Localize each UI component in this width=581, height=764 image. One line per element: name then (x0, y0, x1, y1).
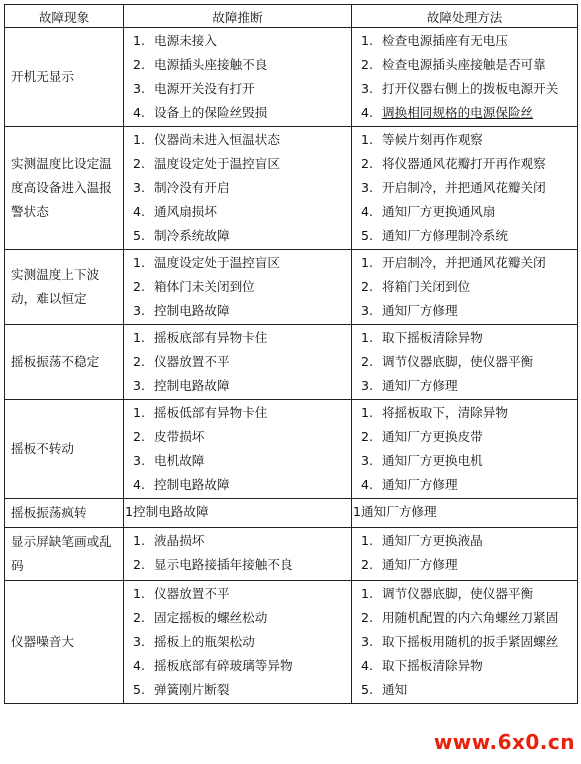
list-item: 1. 电源未接入 (132, 33, 217, 48)
fix-list (352, 528, 578, 581)
list-item: 3. 通知厂方修理 (360, 303, 458, 318)
cause-list (124, 499, 352, 528)
list-item: 3. 通知厂方修理 (360, 378, 458, 393)
table-row (5, 127, 578, 250)
list-item: 1. 仪器放置不平 (132, 586, 230, 601)
list-item: 1 通知厂方修理 (352, 504, 437, 519)
header-cause: 故障推断 (124, 5, 352, 28)
list-item: 1. 调节仪器底脚，使仪器平衡 (360, 586, 534, 601)
table-row (5, 28, 578, 127)
watermark: www.6x0.cn (433, 730, 575, 754)
table-row (5, 499, 578, 528)
fix-list (352, 127, 578, 250)
table-row (5, 581, 578, 704)
symptom-cell: 仪器噪音大 (5, 581, 124, 704)
fix-list (352, 250, 578, 325)
list-item: 1. 仪器尚未进入恒温状态 (132, 132, 280, 147)
symptom-cell: 显示屏缺笔画或乱码 (5, 528, 124, 581)
cause-list (124, 528, 352, 581)
list-item: 5. 通知 (360, 682, 408, 697)
header-row (5, 5, 578, 28)
list-item: 1. 通知厂方更换液晶 (360, 533, 483, 548)
table-row (5, 250, 578, 325)
cause-list (124, 250, 352, 325)
list-item: 1. 摇板底部有异物卡住 (132, 330, 268, 345)
list-item: 3. 电机故障 (132, 453, 205, 468)
list-item: 3. 摇板上的瓶架松动 (132, 634, 255, 649)
symptom-cell: 实测温度上下波动，难以恒定 (5, 250, 124, 325)
list-item: 1. 检查电源插座有无电压 (360, 33, 508, 48)
list-item: 1. 取下摇板清除异物 (360, 330, 483, 345)
list-item: 2. 固定摇板的螺丝松动 (132, 610, 268, 625)
list-item: 1 控制电路故障 (124, 504, 209, 519)
list-item: 2. 检查电源插头座接触是否可靠 (360, 57, 546, 72)
list-item: 3. 制冷没有开启 (132, 180, 230, 195)
list-item: 4. 通知厂方修理 (360, 477, 458, 492)
list-item: 4. 通风扇损坏 (132, 204, 217, 219)
list-item: 2. 用随机配置的内六角螺丝刀紧固 (360, 610, 559, 625)
list-item: 2. 将仪器通风花瓣打开再作观察 (360, 156, 546, 171)
list-item: 4. 取下摇板清除异物 (360, 658, 483, 673)
fix-list (352, 400, 578, 499)
list-item: 1. 摇板低部有异物卡住 (132, 405, 268, 420)
fix-list (352, 581, 578, 704)
fix-list (352, 499, 578, 528)
list-item: 4. 控制电路故障 (132, 477, 230, 492)
list-item: 3. 打开仪器右侧上的拨板电源开关 (360, 81, 559, 96)
fix-list (352, 325, 578, 400)
list-item: 2. 温度设定处于温控盲区 (132, 156, 280, 171)
list-item: 4. 设备上的保险丝毁损 (132, 105, 268, 120)
list-item: 2. 皮带损坏 (132, 429, 205, 444)
list-item: 2. 将箱门关闭到位 (360, 279, 471, 294)
list-item: 2. 显示电路接插年接触不良 (132, 557, 293, 572)
list-item: 1. 等候片刻再作观察 (360, 132, 483, 147)
table-row (5, 400, 578, 499)
list-item: 4. 摇板底部有碎玻璃等异物 (132, 658, 293, 673)
header-symptom: 故障现象 (5, 5, 124, 28)
table-row (5, 528, 578, 581)
symptom-cell: 实测温度比设定温度高设备进入温报警状态 (5, 127, 124, 250)
list-item: 5. 弹簧刚片断裂 (132, 682, 230, 697)
fault-table (4, 4, 578, 704)
list-item: 5. 制冷系统故障 (132, 228, 230, 243)
symptom-cell: 摇板振荡不稳定 (5, 325, 124, 400)
header-fix: 故障处理方法 (352, 5, 578, 28)
table-row (5, 325, 578, 400)
list-item: 2. 电源插头座接触不良 (132, 57, 268, 72)
list-item: 5. 通知厂方修理制冷系统 (360, 228, 508, 243)
list-item: 3. 电源开关没有打开 (132, 81, 255, 96)
list-item: 1. 温度设定处于温控盲区 (132, 255, 280, 270)
list-item: 1. 开启制冷，并把通风花瓣关闭 (360, 255, 546, 270)
list-item: 4. 通知厂方更换通风扇 (360, 204, 496, 219)
list-item: 3. 控制电路故障 (132, 303, 230, 318)
list-item: 2. 调节仪器底脚，使仪器平衡 (360, 354, 534, 369)
list-item: 3. 控制电路故障 (132, 378, 230, 393)
list-item: 4. 调换相同规格的电源保险丝 (360, 105, 534, 120)
symptom-cell: 开机无显示 (5, 28, 124, 127)
symptom-cell: 摇板振荡疯转 (5, 499, 124, 528)
cause-list (124, 581, 352, 704)
cause-list (124, 325, 352, 400)
cause-list (124, 28, 352, 127)
list-item: 1. 将摇板取下，清除异物 (360, 405, 508, 420)
list-item: 2. 通知厂方更换皮带 (360, 429, 483, 444)
list-item: 3. 开启制冷，并把通风花瓣关闭 (360, 180, 546, 195)
list-item: 3. 通知厂方更换电机 (360, 453, 483, 468)
symptom-cell: 摇板不转动 (5, 400, 124, 499)
cause-list (124, 400, 352, 499)
list-item: 3. 取下摇板用随机的扳手紧固螺丝 (360, 634, 559, 649)
list-item: 1. 液晶损坏 (132, 533, 205, 548)
list-item: 2. 箱体门未关闭到位 (132, 279, 255, 294)
cause-list (124, 127, 352, 250)
list-item: 2. 仪器放置不平 (132, 354, 230, 369)
list-item: 2. 通知厂方修理 (360, 557, 458, 572)
fix-list (352, 28, 578, 127)
